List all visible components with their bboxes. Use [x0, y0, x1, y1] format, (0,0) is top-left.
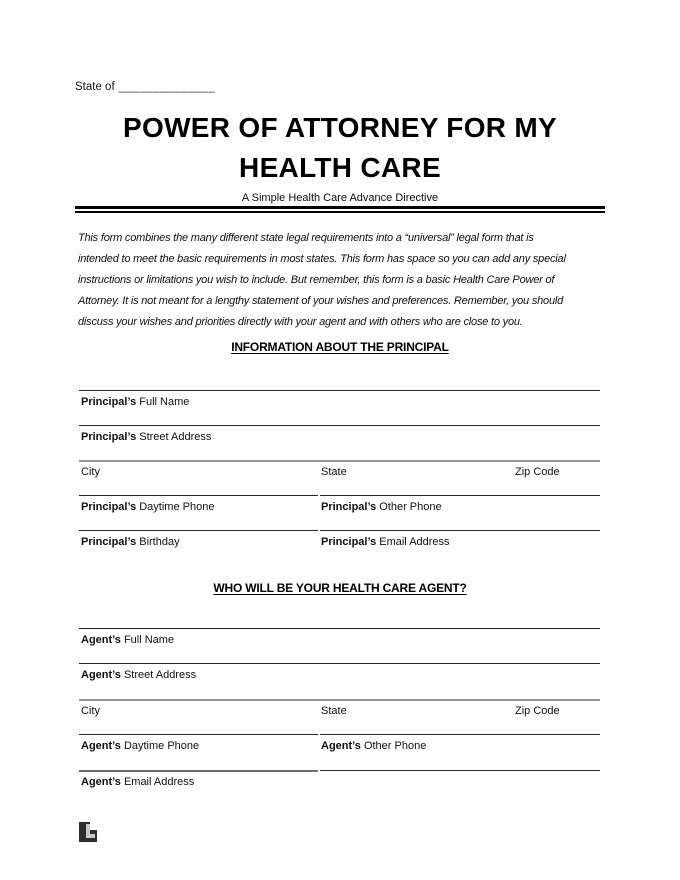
- principal-zip-label: Zip Code: [515, 466, 560, 478]
- agent-phones-row: [79, 734, 600, 764]
- logo-notch: [90, 822, 97, 830]
- principal-full-name-label: Principal’s Full Name: [81, 396, 190, 408]
- form-title: [0, 108, 680, 188]
- principal-full-name-blank[interactable]: [79, 390, 600, 391]
- agent-full-name-blank[interactable]: [79, 628, 600, 629]
- intro-line: intended to meet the basic requirements in most states. This form has space so you can add any special: [78, 253, 566, 265]
- principal-daytime-phone-label: Principal’s Daytime Phone: [81, 501, 215, 513]
- agent-city-state-zip-blank[interactable]: [79, 699, 600, 701]
- form-title-line2: HEALTH CARE: [239, 152, 441, 183]
- agent-city-state-zip-row: [79, 699, 600, 729]
- principal-birthday-label: Principal’s Birthday: [81, 536, 180, 548]
- agent-state-label: State: [321, 705, 347, 717]
- principal-birthday-email-row: [79, 530, 600, 560]
- agent-zip-label: Zip Code: [515, 705, 560, 717]
- intro-line: Attorney. It is not meant for a lengthy statement of your wishes and preferences. Remember, you should: [78, 295, 564, 307]
- principal-birthday-blank[interactable]: [79, 530, 318, 531]
- principal-email-blank[interactable]: [320, 530, 600, 531]
- agent-full-name-row: [79, 628, 600, 658]
- legal-templates-logo-icon: [79, 822, 97, 842]
- agent-street-address-label: Agent’s Street Address: [81, 669, 197, 681]
- principal-street-address-blank[interactable]: [79, 425, 600, 426]
- state-of-row: [75, 81, 215, 93]
- agent-email-extra-blank[interactable]: [320, 770, 600, 771]
- agent-daytime-phone-blank[interactable]: [79, 734, 318, 735]
- agent-email-label: Agent’s Email Address: [81, 776, 195, 788]
- principal-email-label: Principal’s Email Address: [321, 536, 450, 548]
- principal-section-heading: INFORMATION ABOUT THE PRINCIPAL: [231, 340, 449, 354]
- agent-daytime-phone-label: Agent’s Daytime Phone: [81, 740, 200, 752]
- principal-street-address-label: Principal’s Street Address: [81, 431, 212, 443]
- agent-full-name-label: Agent’s Full Name: [81, 634, 175, 646]
- state-name-blank[interactable]: ______________: [118, 81, 216, 93]
- principal-city-state-zip-row: [79, 460, 600, 490]
- principal-daytime-phone-blank[interactable]: [79, 495, 318, 496]
- principal-city-label: City: [81, 466, 100, 478]
- principal-city-state-zip-blank[interactable]: [79, 460, 600, 462]
- agent-email-row: [79, 770, 600, 800]
- form-title-line1: POWER OF ATTORNEY FOR MY: [123, 112, 557, 143]
- agent-other-phone-label: Agent’s Other Phone: [321, 740, 427, 752]
- agent-other-phone-blank[interactable]: [320, 734, 600, 735]
- logo-l-horizontal: [86, 834, 95, 838]
- intro-line: instructions or limitations you wish to include. But remember, this form is a basic Health Care Power of: [78, 274, 555, 286]
- agent-email-blank[interactable]: [79, 770, 318, 772]
- form-subtitle: A Simple Health Care Advance Directive: [241, 192, 439, 204]
- principal-state-label: State: [321, 466, 347, 478]
- agent-street-address-blank[interactable]: [79, 663, 600, 664]
- principal-phones-row: [79, 495, 600, 525]
- intro-paragraph: [78, 228, 618, 333]
- agent-street-address-row: [79, 663, 600, 693]
- principal-full-name-row: [79, 390, 600, 420]
- agent-city-label: City: [81, 705, 100, 717]
- principal-street-address-row: [79, 425, 600, 455]
- intro-line: discuss your wishes and priorities directly with your agent and with others who are close to you.: [78, 316, 523, 328]
- intro-line: This form combines the many different state legal requirements into a “universal” legal form that is: [78, 232, 534, 244]
- agent-section-heading: WHO WILL BE YOUR HEALTH CARE AGENT?: [213, 581, 467, 595]
- principal-other-phone-blank[interactable]: [320, 495, 600, 496]
- double-rule-divider: [75, 206, 605, 213]
- principal-other-phone-label: Principal’s Other Phone: [321, 501, 442, 513]
- state-of-label: State of: [75, 81, 115, 93]
